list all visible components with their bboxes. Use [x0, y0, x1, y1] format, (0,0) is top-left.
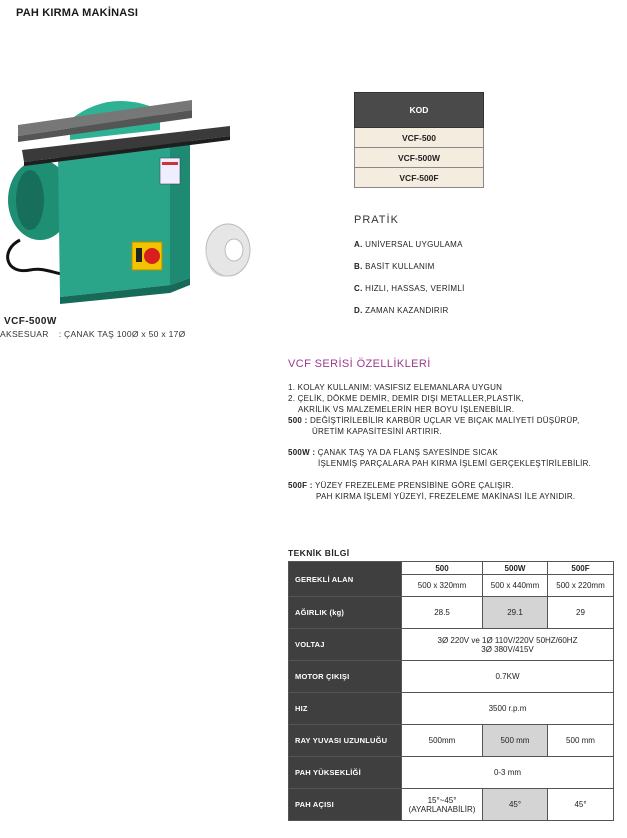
tech-cell-angle: [402, 789, 483, 821]
tech-label-speed: HIZ: [289, 693, 402, 725]
tech-label-rail: RAY YUVASI UZUNLUĞU: [289, 725, 402, 757]
tech-cell-voltage: [402, 629, 614, 661]
feature-500w: [288, 448, 498, 459]
feature-500w-line1: ÇANAK TAŞ YA DA FLANŞ SAYESİNDE SICAK: [317, 448, 498, 457]
list-item: [354, 306, 465, 328]
feature-500-label: 500 :: [288, 416, 308, 425]
tech-cell: 29: [548, 597, 614, 629]
tech-cell: 3500 r.p.m: [402, 693, 614, 725]
voltage-line1: 3Ø 220V ve 1Ø 110V/220V 50HZ/60HZ: [437, 635, 578, 645]
model-label: VCF-500W: [4, 316, 57, 327]
tech-col-header: 500F: [548, 562, 614, 575]
voltage-line2: 3Ø 380V/415V: [481, 644, 534, 654]
tech-cell: 0.7KW: [402, 661, 614, 693]
accessory-info: [0, 329, 186, 339]
list-item: [354, 240, 465, 262]
code-table-header: KOD: [355, 93, 484, 128]
pratik-list: [354, 240, 465, 328]
list-letter: A.: [354, 240, 363, 249]
feature-500f-line2: PAH KIRMA İŞLEMİ YÜZEYİ, FREZELEME MAKİNASI İLE AYNIDIR.: [316, 492, 576, 501]
angle-line2: (AYARLANABİLİR): [408, 804, 476, 814]
feature-500w-label: 500W :: [288, 448, 316, 457]
code-row: VCF-500F: [355, 168, 484, 188]
list-letter: B.: [354, 262, 363, 271]
pratik-title: PRATİK: [354, 214, 399, 226]
tech-label-chamfer-angle: PAH AÇISI: [289, 789, 402, 821]
tech-cell: 29.1: [483, 597, 548, 629]
feature-500f-line1: YÜZEY FREZELEME PRENSİBİNE GÖRE ÇALIŞIR.: [314, 481, 514, 490]
tech-cell: 45°: [548, 789, 614, 821]
list-item: [354, 262, 465, 284]
tech-cell: 500 x 440mm: [483, 575, 548, 597]
tech-cell: 0-3 mm: [402, 757, 614, 789]
code-table: [354, 92, 484, 188]
tech-col-header: 500: [402, 562, 483, 575]
list-text: BASİT KULLANIM: [365, 262, 435, 271]
tech-cell: 500 mm: [483, 725, 548, 757]
list-letter: C.: [354, 284, 363, 293]
feature-500f: [288, 481, 514, 492]
list-text: ZAMAN KAZANDIRIR: [365, 306, 449, 315]
product-image-vcf-500w: [0, 90, 260, 305]
tech-label-weight: AĞIRLIK (kg): [289, 597, 402, 629]
tech-cell: 28.5: [402, 597, 483, 629]
tech-cell: 500 x 320mm: [402, 575, 483, 597]
tech-cell: 500 x 220mm: [548, 575, 614, 597]
feature-1: 1. KOLAY KULLANIM: VASIFSIZ ELEMANLARA UYGUN: [288, 383, 503, 392]
feature-500w-line2: İŞLENMİŞ PARÇALARA PAH KIRMA İŞLEMİ GERÇEKLEŞTİRİLEBİLİR.: [318, 459, 592, 468]
tech-cell: 500mm: [402, 725, 483, 757]
list-letter: D.: [354, 306, 363, 315]
tech-label-chamfer-height: PAH YÜKSEKLİĞİ: [289, 757, 402, 789]
feature-500: [288, 416, 579, 427]
list-text: UNİVERSAL UYGULAMA: [365, 240, 463, 249]
code-row: VCF-500W: [355, 148, 484, 168]
code-row: VCF-500: [355, 128, 484, 148]
tech-title: TEKNİK BİLGİ: [288, 548, 350, 558]
list-item: [354, 284, 465, 306]
tech-label-motor: MOTOR ÇIKIŞI: [289, 661, 402, 693]
feature-500-line2: ÜRETİM KAPASİTESİNİ ARTIRIR.: [312, 427, 442, 436]
feature-2-line2: AKRİLİK VS MALZEMELERİN HER BOYU İŞLENEBİLİR.: [298, 405, 515, 414]
feature-500f-label: 500F :: [288, 481, 313, 490]
accessory-label: AKSESUAR: [0, 329, 49, 339]
accessory-value: : ÇANAK TAŞ 100Ø x 50 x 17Ø: [58, 329, 186, 339]
list-text: HIZLI, HASSAS, VERİMLİ: [365, 284, 465, 293]
tech-cell: 500 mm: [548, 725, 614, 757]
tech-col-header: 500W: [483, 562, 548, 575]
tech-cell: 45°: [483, 789, 548, 821]
feature-2-line1: 2. ÇELİK, DÖKME DEMİR, DEMİR DIŞI METALLER,PLASTİK,: [288, 394, 524, 403]
tech-label-voltage: VOLTAJ: [289, 629, 402, 661]
angle-line1: 15°~45°: [427, 795, 457, 805]
tech-label-area: GEREKLİ ALAN: [289, 562, 402, 597]
feature-500-line1: DEĞİŞTİRİLEBİLİR KARBÜR UÇLAR VE BIÇAK MALİYETİ DÜŞÜRÜP,: [309, 416, 580, 425]
page-title: PAH KIRMA MAKİNASI: [16, 7, 139, 19]
features-title: VCF SERİSİ ÖZELLİKLERİ: [288, 358, 431, 370]
tech-table: [288, 561, 614, 821]
